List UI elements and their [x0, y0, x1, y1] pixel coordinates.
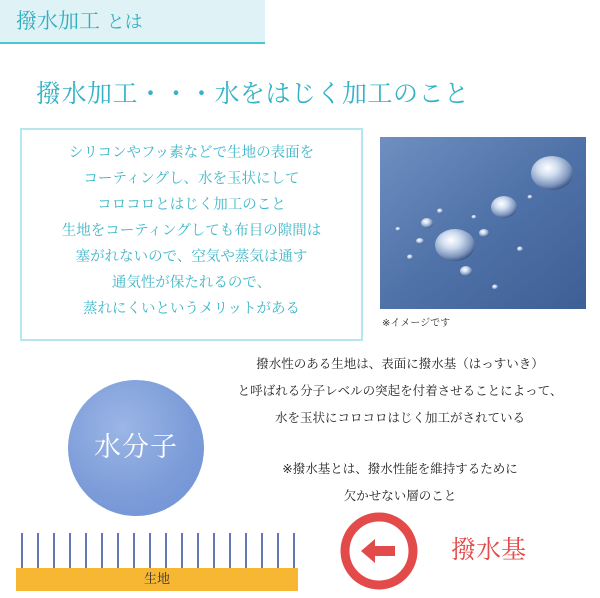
info-line: 蒸れにくいというメリットがある — [83, 301, 300, 317]
page-title-suffix: とは — [106, 12, 143, 33]
info-line: コーティングし、水を玉状にして — [83, 171, 300, 187]
explanation-line: と呼ばれる分子レベルの突起を付着させることによって、 — [237, 383, 563, 398]
info-line: コロコロとはじく加工のこと — [97, 197, 286, 213]
page-title-main: 撥水加工 — [16, 9, 100, 33]
info-line: シリコンやフッ素などで生地の表面を — [68, 145, 315, 161]
info-box-text — [22, 140, 361, 322]
cloth-label: 生地 — [143, 572, 170, 587]
water-molecule-label: 水分子 — [94, 432, 178, 463]
image-caption: ※イメージです — [382, 318, 451, 329]
header-underline — [0, 42, 265, 44]
note-line: 欠かせない層のこと — [343, 488, 457, 503]
explanation-text — [205, 350, 595, 431]
repellent-group-label: 撥水基 — [451, 535, 527, 564]
page-title — [16, 5, 143, 35]
headline: 撥水加工・・・水をはじく加工のこと — [36, 79, 470, 108]
explanation-line: 水を玉状にコロコロはじく加工がされている — [274, 410, 525, 425]
info-line: 生地をコーティングしても布目の隙間は — [61, 223, 322, 239]
info-line: 塞がれないので、空気や蒸気は通す — [75, 249, 308, 265]
explanation-line: 撥水性のある生地は、表面に撥水基（はっすいき） — [256, 356, 544, 371]
repellent-group-bars — [18, 531, 308, 569]
left-arrow-circle-icon — [339, 511, 419, 591]
water-droplets-image — [380, 137, 586, 309]
note-line: ※撥水基とは、撥水性能を維持するために — [282, 461, 518, 476]
info-line: 通気性が保たれるので、 — [111, 275, 272, 291]
water-droplets-fabric-icon — [380, 137, 586, 309]
note-text — [205, 455, 595, 509]
